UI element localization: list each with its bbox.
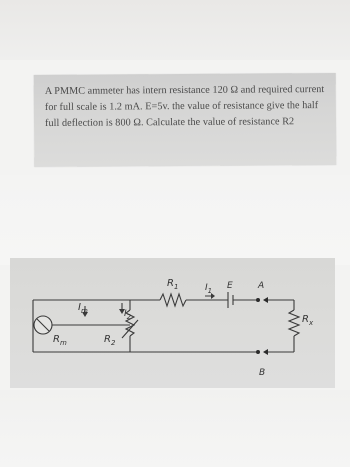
terminal-a-dot (256, 298, 260, 302)
label-rm: $R_m$ (53, 334, 67, 347)
label-b: B (259, 368, 266, 378)
label-a: A (258, 281, 265, 291)
resistor-r1 (160, 294, 186, 306)
label-rx: $R_x$ (302, 314, 314, 327)
label-i2: $I_2$ (124, 309, 132, 321)
label-r2: $R_2$ (104, 334, 116, 347)
terminal-b-arrow (263, 349, 268, 355)
photo-background-top (0, 0, 350, 60)
label-r1: $R_1$ (167, 278, 179, 291)
circuit-diagram-card (10, 258, 335, 388)
terminal-a-arrow (263, 297, 268, 303)
label-e: E (227, 281, 233, 291)
label-im: $I_m$ (78, 302, 88, 315)
question-card (34, 73, 337, 167)
photo-background-bottom (0, 390, 350, 467)
resistor-rx (289, 310, 299, 336)
photo-background-middle (0, 175, 350, 265)
terminal-b-dot (256, 350, 260, 354)
circuit-diagram (10, 258, 335, 388)
question-text: A PMMC ammeter has intern resistance 120 Ω and required current for full scale is 1.2 mA. E=5v. the value of resistance give the half full deflection is 800 Ω. Calculate the value of resistance R2 (44, 84, 325, 129)
label-i1: $I_1$ (205, 283, 213, 295)
